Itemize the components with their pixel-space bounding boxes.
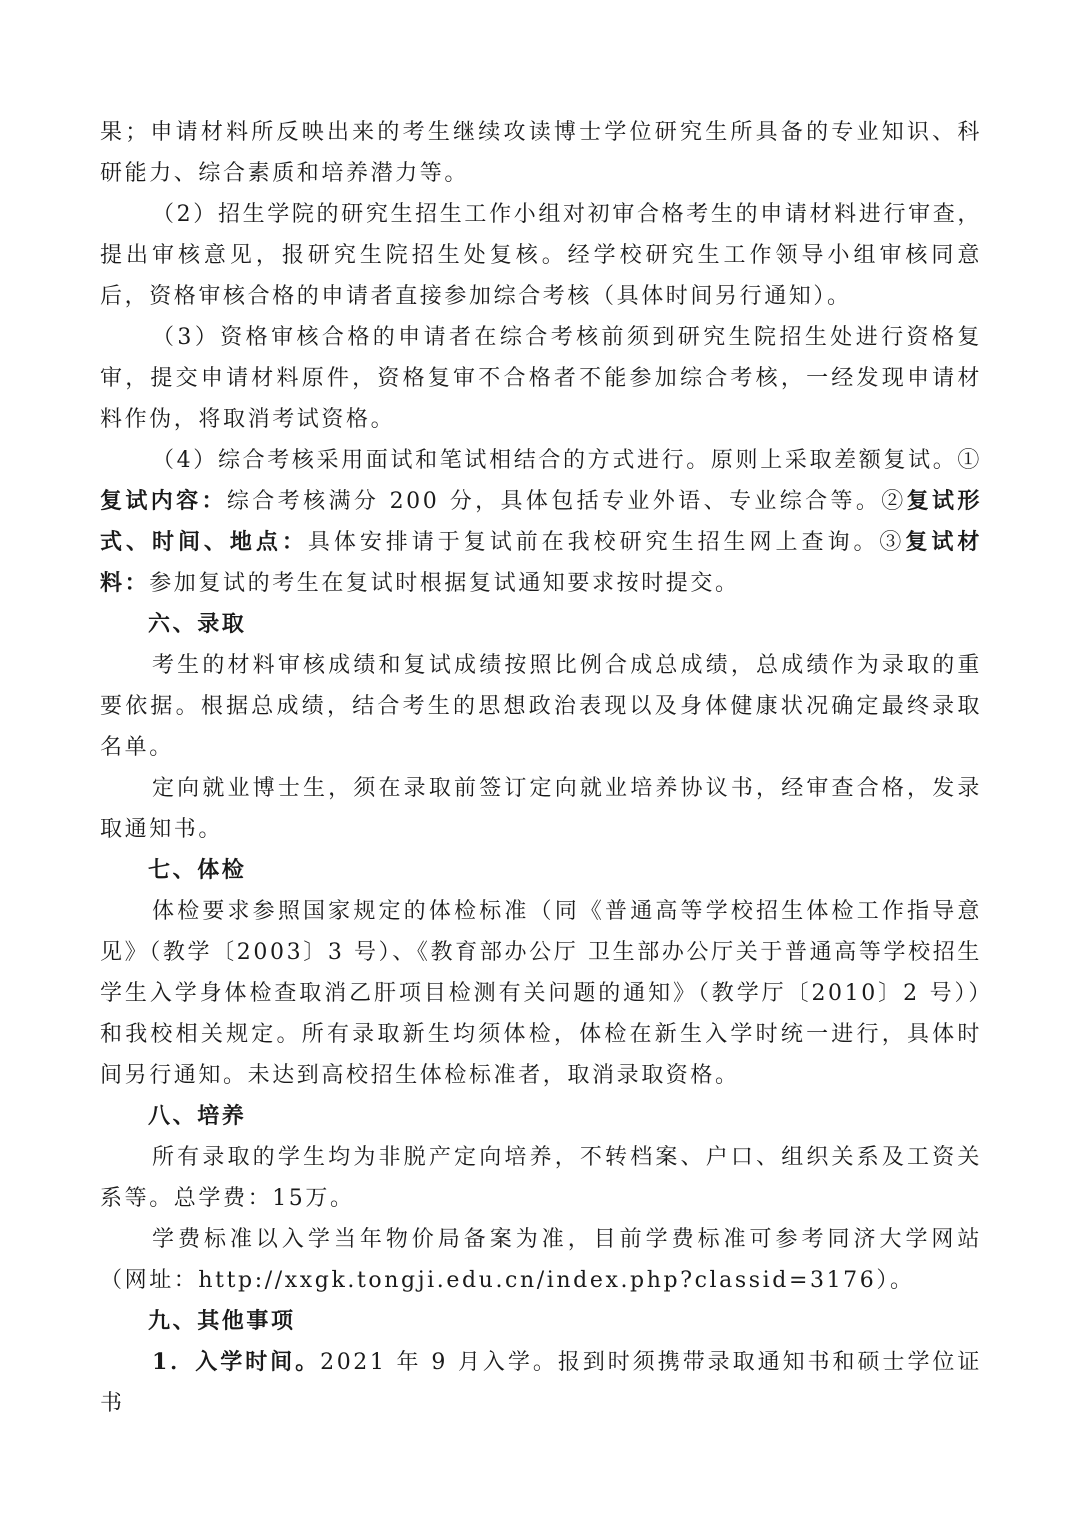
paragraph-tuition: 学费标准以入学当年物价局备案为准，目前学费标准可参考同济大学网站（网址：http://xxgk.tongji.edu.cn/index.php?classid=3176）。: [100, 1227, 982, 1293]
paragraph-application-materials-cont: 果；申请材料所反映出来的考生继续攻读博士学位研究生所具备的专业知识、科研能力、综合素质和培养潜力等。: [100, 120, 982, 186]
text-retest-materials: 参加复试的考生在复试时根据复试通知要求按时提交。: [149, 571, 740, 596]
paragraph-admission-directed: 定向就业博士生，须在录取前签订定向就业培养协议书，经审查合格，发录取通知书。: [100, 776, 982, 842]
text-retest-format: 具体安排请于复试前在我校研究生招生网上查询。③: [307, 530, 906, 555]
paragraph-item-3: （3）资格审核合格的申请者在综合考核前须到研究生院招生处进行资格复审，提交申请材料原件，资格复审不合格者不能参加综合考核，一经发现申请材料作伪，将取消考试资格。: [100, 325, 982, 432]
label-retest-content: 复试内容：: [100, 488, 227, 514]
paragraph-admission-basis: 考生的材料审核成绩和复试成绩按照比例合成总成绩，总成绩作为录取的重要依据。根据总成绩，结合考生的思想政治表现以及身体健康状况确定最终录取名单。: [100, 653, 982, 760]
paragraph-item-2: （2）招生学院的研究生招生工作小组对初审合格考生的申请材料进行审查，提出审核意见，报研究生院招生处复核。经学校研究生工作领导小组审核同意后，资格审核合格的申请者直接参加综合考核（具体时间另行通知）。: [100, 202, 982, 309]
label-enrollment-time: 1．入学时间。: [152, 1349, 321, 1375]
paragraph-item-4: [100, 440, 982, 604]
heading-other-matters: 九、其他事项: [148, 1308, 296, 1334]
text-enrollment-time: 2021 年 9 月入学。报到时须携带录取通知书和硕士学位证书: [100, 1350, 982, 1416]
heading-physical-exam: 七、体检: [148, 857, 247, 883]
text-retest-content: 综合考核满分 200 分，具体包括专业外语、专业综合等。②: [226, 489, 907, 514]
label-retest-format: 复试形式、时间、地点：: [100, 488, 982, 555]
heading-admission: 六、录取: [148, 611, 247, 637]
paragraph-training-mode: 所有录取的学生均为非脱产定向培养，不转档案、户口、组织关系及工资关系等。总学费：15万。: [100, 1145, 982, 1211]
paragraph-enrollment-time: [100, 1342, 982, 1424]
item-4-intro: （4）综合考核采用面试和笔试相结合的方式进行。原则上采取差额复试。①: [152, 448, 982, 473]
heading-training: 八、培养: [148, 1103, 247, 1129]
label-retest-materials: 复试材料：: [100, 529, 982, 596]
paragraph-physical-exam: 体检要求参照国家规定的体检标准（同《普通高等学校招生体检工作指导意见》（教学〔2003〕3 号）、《教育部办公厅 卫生部办公厅关于普通高等学校招生学生入学身体检查取消乙肝项目检测有关问题的通知》（教学厅〔2010〕2 号））和我校相关规定。所有录取新生均须体检，体检在新生入学时统一进行，具体时间另行通知。未达到高校招生体检标准者，取消录取资格。: [100, 899, 982, 1088]
